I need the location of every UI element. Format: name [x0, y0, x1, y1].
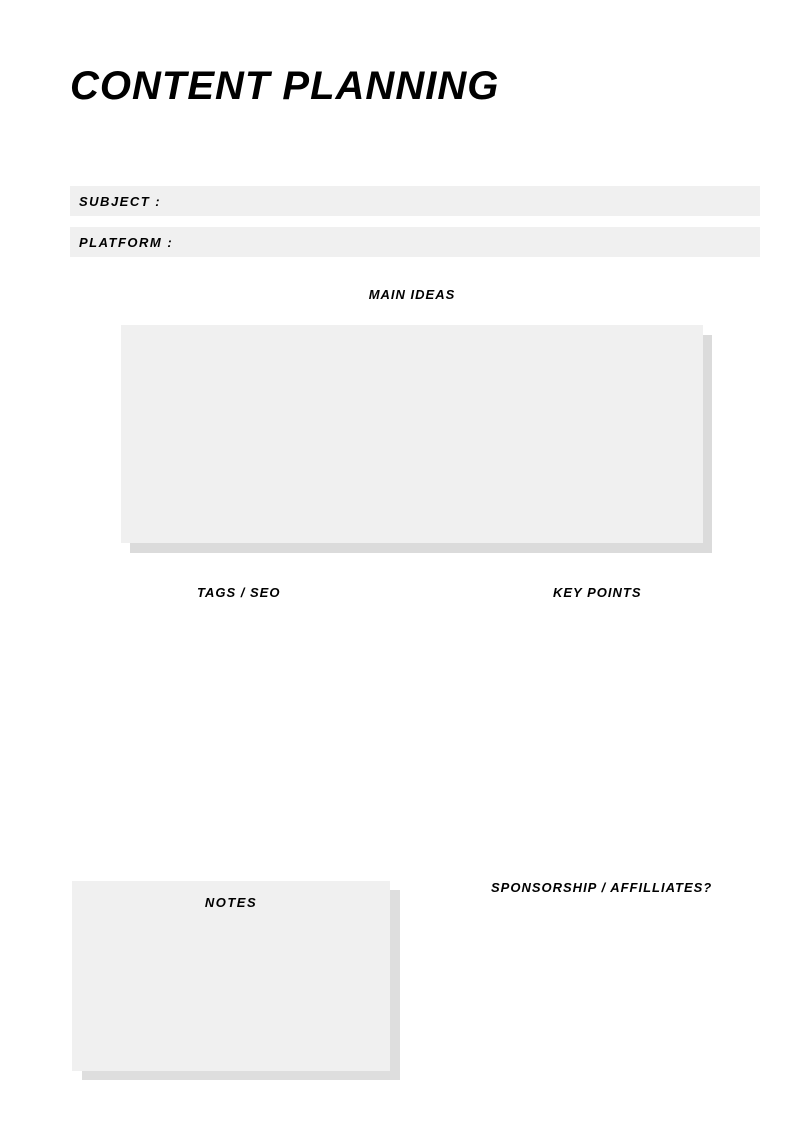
sponsorship-content[interactable] — [440, 905, 770, 1075]
main-ideas-content[interactable] — [121, 325, 703, 543]
subject-field-label: SUBJECT : — [79, 193, 162, 209]
page-title: CONTENT PLANNING — [70, 64, 500, 108]
platform-field-value[interactable] — [173, 227, 760, 257]
main-ideas-heading: MAIN IDEAS — [368, 287, 456, 302]
tags-seo-content[interactable] — [70, 610, 400, 860]
platform-field-label: PLATFORM : — [79, 234, 174, 250]
sponsorship-heading: SPONSORSHIP / AFFILLIATES? — [491, 880, 713, 895]
tags-seo-heading: TAGS / SEO — [197, 585, 281, 600]
key-points-heading: KEY POINTS — [553, 585, 642, 600]
notes-box[interactable] — [72, 881, 390, 1071]
main-ideas-box[interactable] — [121, 325, 703, 543]
notes-content[interactable] — [72, 923, 390, 1071]
subject-field[interactable] — [70, 186, 760, 216]
subject-field-value[interactable] — [161, 186, 760, 216]
platform-field[interactable] — [70, 227, 760, 257]
notes-heading: NOTES — [204, 895, 258, 910]
key-points-content[interactable] — [440, 610, 770, 860]
